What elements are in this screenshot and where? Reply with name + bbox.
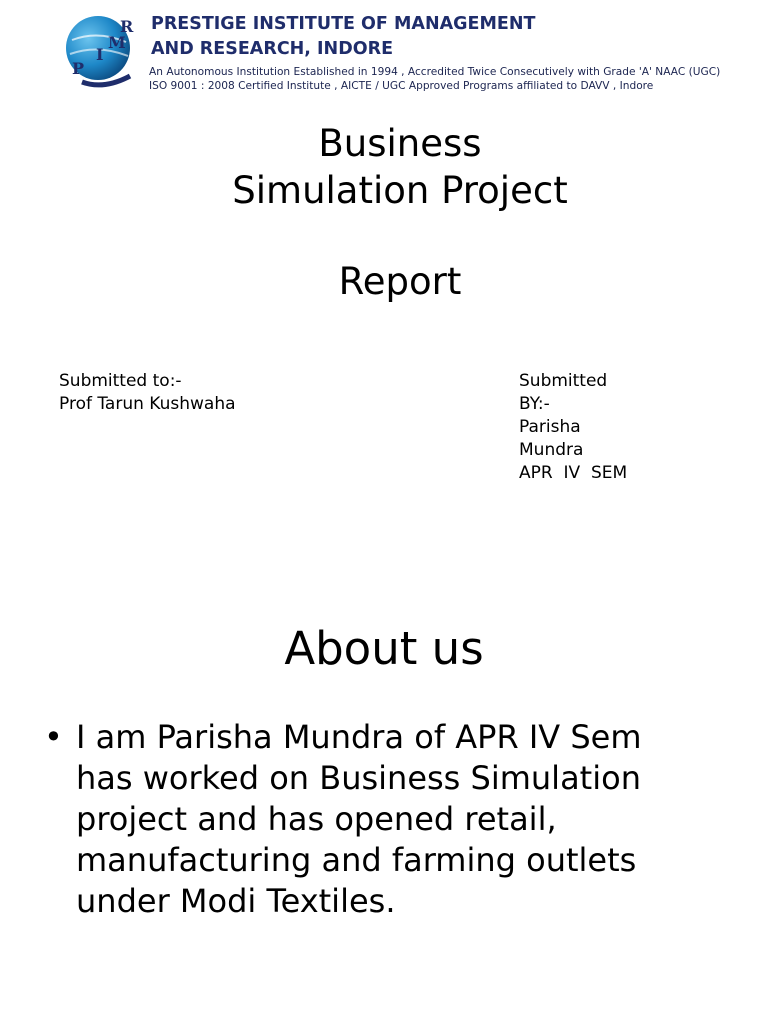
submitted-by-line1: Submitted — [519, 371, 608, 391]
logo-letter-i: I — [96, 45, 104, 64]
bullet-line-2: has worked on Business Simulation — [76, 759, 641, 797]
about-title: About us — [284, 622, 484, 675]
logo-letter-r: R — [120, 17, 134, 36]
institute-name-line1: PRESTIGE INSTITUTE OF MANAGEMENT — [151, 14, 536, 34]
submitted-to-name: Prof Tarun Kushwaha — [59, 394, 236, 414]
institute-logo — [64, 10, 144, 90]
bullet-dot-icon: • — [44, 718, 63, 756]
bullet-text — [76, 717, 744, 922]
report-title — [0, 120, 768, 214]
submitted-by-line5: APR IV SEM — [519, 463, 628, 483]
bullet-line-5: under Modi Textiles. — [76, 882, 396, 920]
bullet-item — [44, 717, 744, 922]
submitted-by-block — [519, 370, 627, 485]
submitted-by-line2: BY:- — [519, 394, 550, 414]
bullet-line-3: project and has opened retail, — [76, 800, 557, 838]
institute-name — [151, 12, 535, 62]
submitted-to-block — [59, 370, 236, 416]
title-line-1: Business — [318, 122, 482, 165]
bullet-line-4: manufacturing and farming outlets — [76, 841, 637, 879]
title-line-3: Report — [338, 260, 462, 303]
institute-tagline-line2: ISO 9001 : 2008 Certified Institute , AICTE / UGC Approved Programs affiliated to DAVV , Indore — [149, 80, 654, 92]
submitted-by-line4: Mundra — [519, 440, 584, 460]
institute-name-line2: AND RESEARCH, INDORE — [151, 39, 394, 59]
bullet-line-1: I am Parisha Mundra of APR IV Sem — [76, 718, 642, 756]
slide-about — [0, 585, 768, 1024]
institute-tagline — [149, 65, 720, 93]
title-line-2: Simulation Project — [232, 169, 568, 212]
submitted-to-label: Submitted to:- — [59, 371, 182, 391]
submitted-by-line3: Parisha — [519, 417, 581, 437]
institute-tagline-line1: An Autonomous Institution Established in 1994 , Accredited Twice Consecutively with Grade 'A' NAAC (UGC) — [149, 66, 721, 78]
logo-letter-p: P — [72, 59, 85, 78]
logo-letter-m: M — [108, 33, 126, 52]
